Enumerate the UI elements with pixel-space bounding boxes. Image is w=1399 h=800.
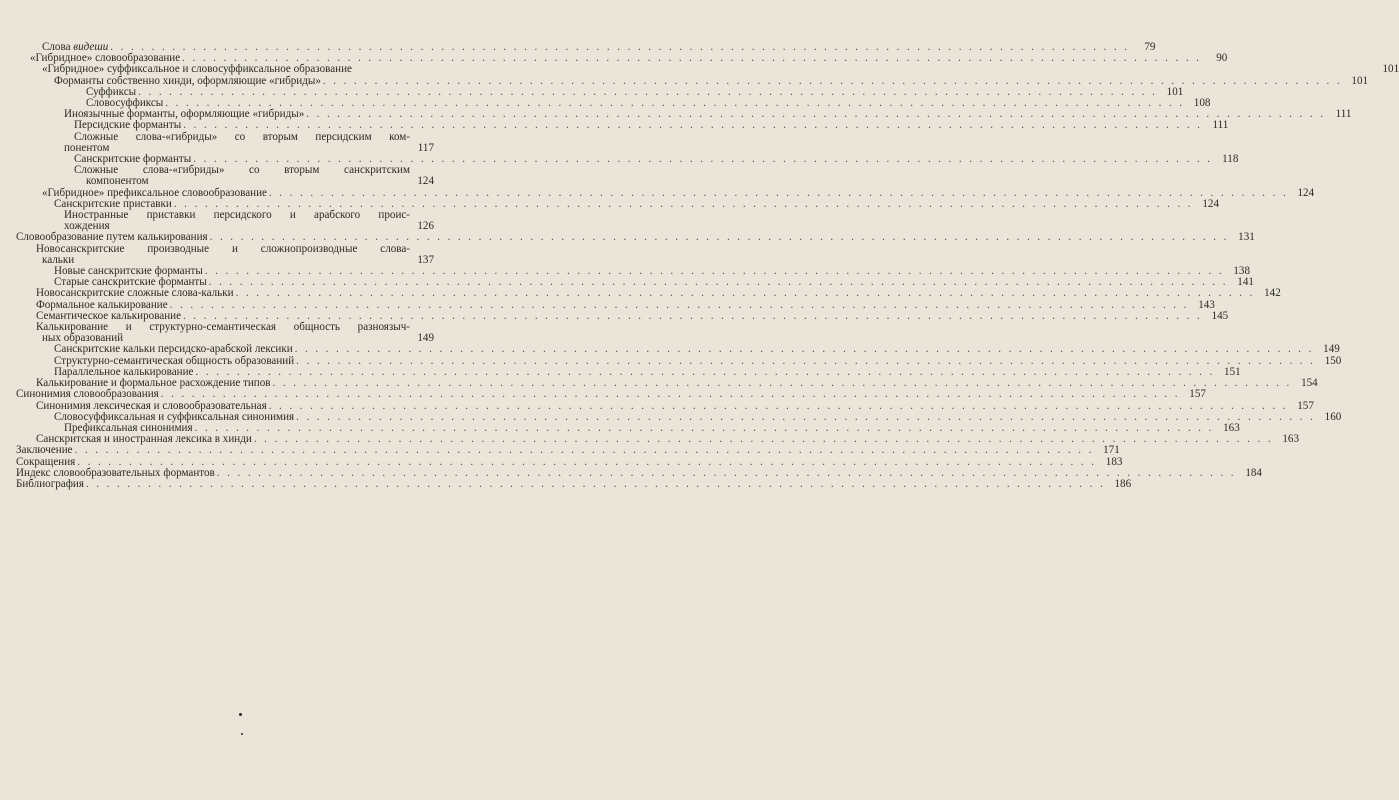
toc-entry-title: Санскритская и иностранная лексика в хинди: [36, 433, 252, 446]
toc-entry-title: Словообразование путем калькирования: [16, 231, 208, 244]
toc-page-number: 131: [1238, 231, 1255, 244]
toc-entry-title: Санскритские приставки: [54, 197, 172, 210]
dot-leader: [210, 232, 1229, 243]
toc-entry: [0, 231, 1255, 244]
dot-leader: [295, 344, 1314, 355]
toc-entry-title: Санскритские кальки персидско-арабской лексики: [54, 343, 293, 356]
toc-entry-title: Индекс словообразовательных формантов: [16, 466, 215, 479]
toc-page-number: 145: [1211, 309, 1229, 322]
toc-entry-multiline: [0, 244, 444, 266]
toc-entry-title: Словосуффиксы: [86, 97, 164, 110]
toc-page-number: 126: [417, 220, 434, 233]
print-dot-mark: [241, 733, 243, 735]
toc-page-number: 142: [1264, 287, 1281, 300]
toc-entry: [0, 119, 1229, 132]
toc-entry-title: Старые санскритские форманты: [54, 276, 207, 289]
print-dot-mark: [239, 713, 242, 716]
toc-page-number: 184: [1245, 466, 1262, 479]
toc-page-number: 101: [1382, 63, 1399, 76]
toc-entry-title: Сокращения: [16, 455, 76, 468]
toc-page-number: 149: [417, 332, 434, 345]
toc-page-number: 117: [417, 141, 434, 154]
dot-leader: [75, 445, 1094, 456]
toc-entry-title-block: [0, 322, 410, 344]
toc-entry-title-block: [0, 244, 410, 266]
toc-entry-title: Префиксальная синонимия: [64, 421, 193, 434]
toc-entry-title: Новосанскритские сложные слова-кальки: [36, 287, 234, 300]
toc-page-number: 111: [1212, 119, 1229, 132]
toc-page-number: 138: [1233, 265, 1250, 278]
dot-leader: [161, 389, 1180, 400]
toc-entry: [0, 287, 1281, 300]
toc-page-number: 101: [1166, 85, 1184, 98]
toc-page-number: 124: [417, 175, 434, 188]
toc-entry: [0, 388, 1206, 401]
dot-leader: [174, 199, 1193, 210]
toc-page-number: 160: [1324, 410, 1342, 423]
toc-entry-title-line2: компонентом: [86, 175, 149, 188]
toc-entry-title: Калькирование и формальное расхождение типов: [36, 377, 271, 390]
toc-entry-multiline: [0, 132, 444, 154]
toc-page-number: 186: [1114, 477, 1132, 490]
toc-entry-title-line1: Сложные слова-«гибриды» со вторым санскритским: [74, 164, 410, 177]
toc-entry-title: «Гибридное» словообразование: [30, 52, 181, 65]
toc-entry: [0, 477, 1132, 490]
dot-leader: [236, 288, 1255, 299]
toc-entry-title-line2: понентом: [64, 141, 110, 154]
toc-entry-title-part: Слова: [42, 41, 74, 53]
toc-page-number: 183: [1105, 455, 1123, 468]
toc-entry-title: Синонимия лексическая и словообразовательная: [36, 399, 267, 412]
dot-leader: [193, 154, 1212, 165]
toc-entry-title: Структурно-семантическая общность образований: [54, 354, 295, 367]
toc-entry: [0, 343, 1340, 356]
toc-entry-title: Заключение: [16, 444, 73, 457]
toc-entry: [0, 197, 1219, 210]
toc-page-number: 171: [1103, 444, 1120, 457]
toc-entry-title: Санскритские форманты: [74, 153, 192, 166]
toc-entry-title: Персидские форманты: [74, 119, 182, 132]
toc-page-number: 163: [1223, 421, 1240, 434]
toc-page-number: 124: [1202, 197, 1219, 210]
toc-page-number: 151: [1224, 365, 1241, 378]
toc-entry-title-block: [0, 210, 410, 232]
toc-entry-multiline: [0, 210, 444, 232]
toc-entry-multiline: [0, 322, 444, 344]
toc-entry: [0, 63, 1399, 76]
toc-page-number: 143: [1198, 298, 1215, 311]
toc-page-number: 90: [1216, 52, 1228, 65]
toc-page-number: 124: [1297, 186, 1315, 199]
toc-entry-title: Иноязычные форманты, оформляющие «гибриды»: [64, 108, 305, 121]
toc-page-number: 108: [1193, 97, 1211, 110]
toc-entry: [0, 309, 1229, 322]
toc-entry-multiline: [0, 165, 444, 187]
toc-entry-title-block: [0, 132, 410, 154]
dot-leader: [183, 311, 1202, 322]
toc-page-number: 137: [417, 253, 434, 266]
dot-leader: [86, 479, 1105, 490]
toc-page-number: 141: [1237, 276, 1254, 289]
dot-leader: [151, 176, 408, 187]
toc-page-number: 111: [1335, 108, 1352, 121]
toc-entry-title-line1: Иностранные приставки персидского и арабского проис-: [64, 209, 410, 222]
toc-page-number: 150: [1324, 354, 1342, 367]
toc-entry-title: «Гибридное» префиксальное словообразование: [42, 186, 267, 199]
toc-page-number: 154: [1301, 377, 1318, 390]
toc-entry-title-line2: кальки: [42, 253, 75, 266]
toc-entry-title-line1: Сложные слова-«гибриды» со вторым персидским ком-: [74, 130, 410, 143]
toc-entry-title: «Гибридное» суффиксальное и словосуффиксальное образование: [42, 63, 352, 76]
toc-entry-title-line1: Новосанскритские производные и сложнопроизводные слова-: [36, 242, 410, 255]
toc-entry-title: Словосуффиксальная и суффиксальная синонимия: [54, 410, 295, 423]
toc-page-number: 157: [1189, 388, 1206, 401]
toc-entry-title-line2: хождения: [64, 220, 110, 233]
toc-entry-title: Параллельное калькирование: [54, 365, 194, 378]
toc-entry-title: Формальное калькирование: [36, 298, 168, 311]
toc-entry-title: Семантическое калькирование: [36, 309, 182, 322]
toc-page-number: 149: [1323, 343, 1340, 356]
toc-entry-title: Новые санскритские форманты: [54, 265, 203, 278]
toc-entry-title-italic: видеши: [73, 41, 109, 53]
toc-entry-title-line2: ных образований: [42, 332, 124, 345]
toc-entry: [0, 444, 1120, 457]
table-of-contents: [0, 41, 1399, 490]
toc-entry: [0, 153, 1239, 166]
toc-entry-title-block: [0, 165, 410, 187]
toc-entry-title: Суффиксы: [86, 85, 137, 98]
toc-page-number: 118: [1222, 153, 1239, 166]
toc-page-number: 163: [1282, 433, 1299, 446]
toc-entry-title-line1: Калькирование и структурно-семантическая общность разноязыч-: [36, 321, 410, 334]
toc-page-number: 101: [1351, 74, 1369, 87]
toc-entry-title: Синонимия словообразования: [16, 388, 159, 401]
toc-entry-title: Библиография: [16, 477, 84, 490]
toc-entry-title-line2-wrap: [0, 176, 410, 187]
toc-page-number: 79: [1144, 41, 1156, 53]
dot-leader: [183, 120, 1202, 131]
toc-entry-title: Форманты собственно хинди, оформляющие «гибриды»: [54, 74, 321, 87]
toc-page-number: 157: [1297, 399, 1314, 412]
